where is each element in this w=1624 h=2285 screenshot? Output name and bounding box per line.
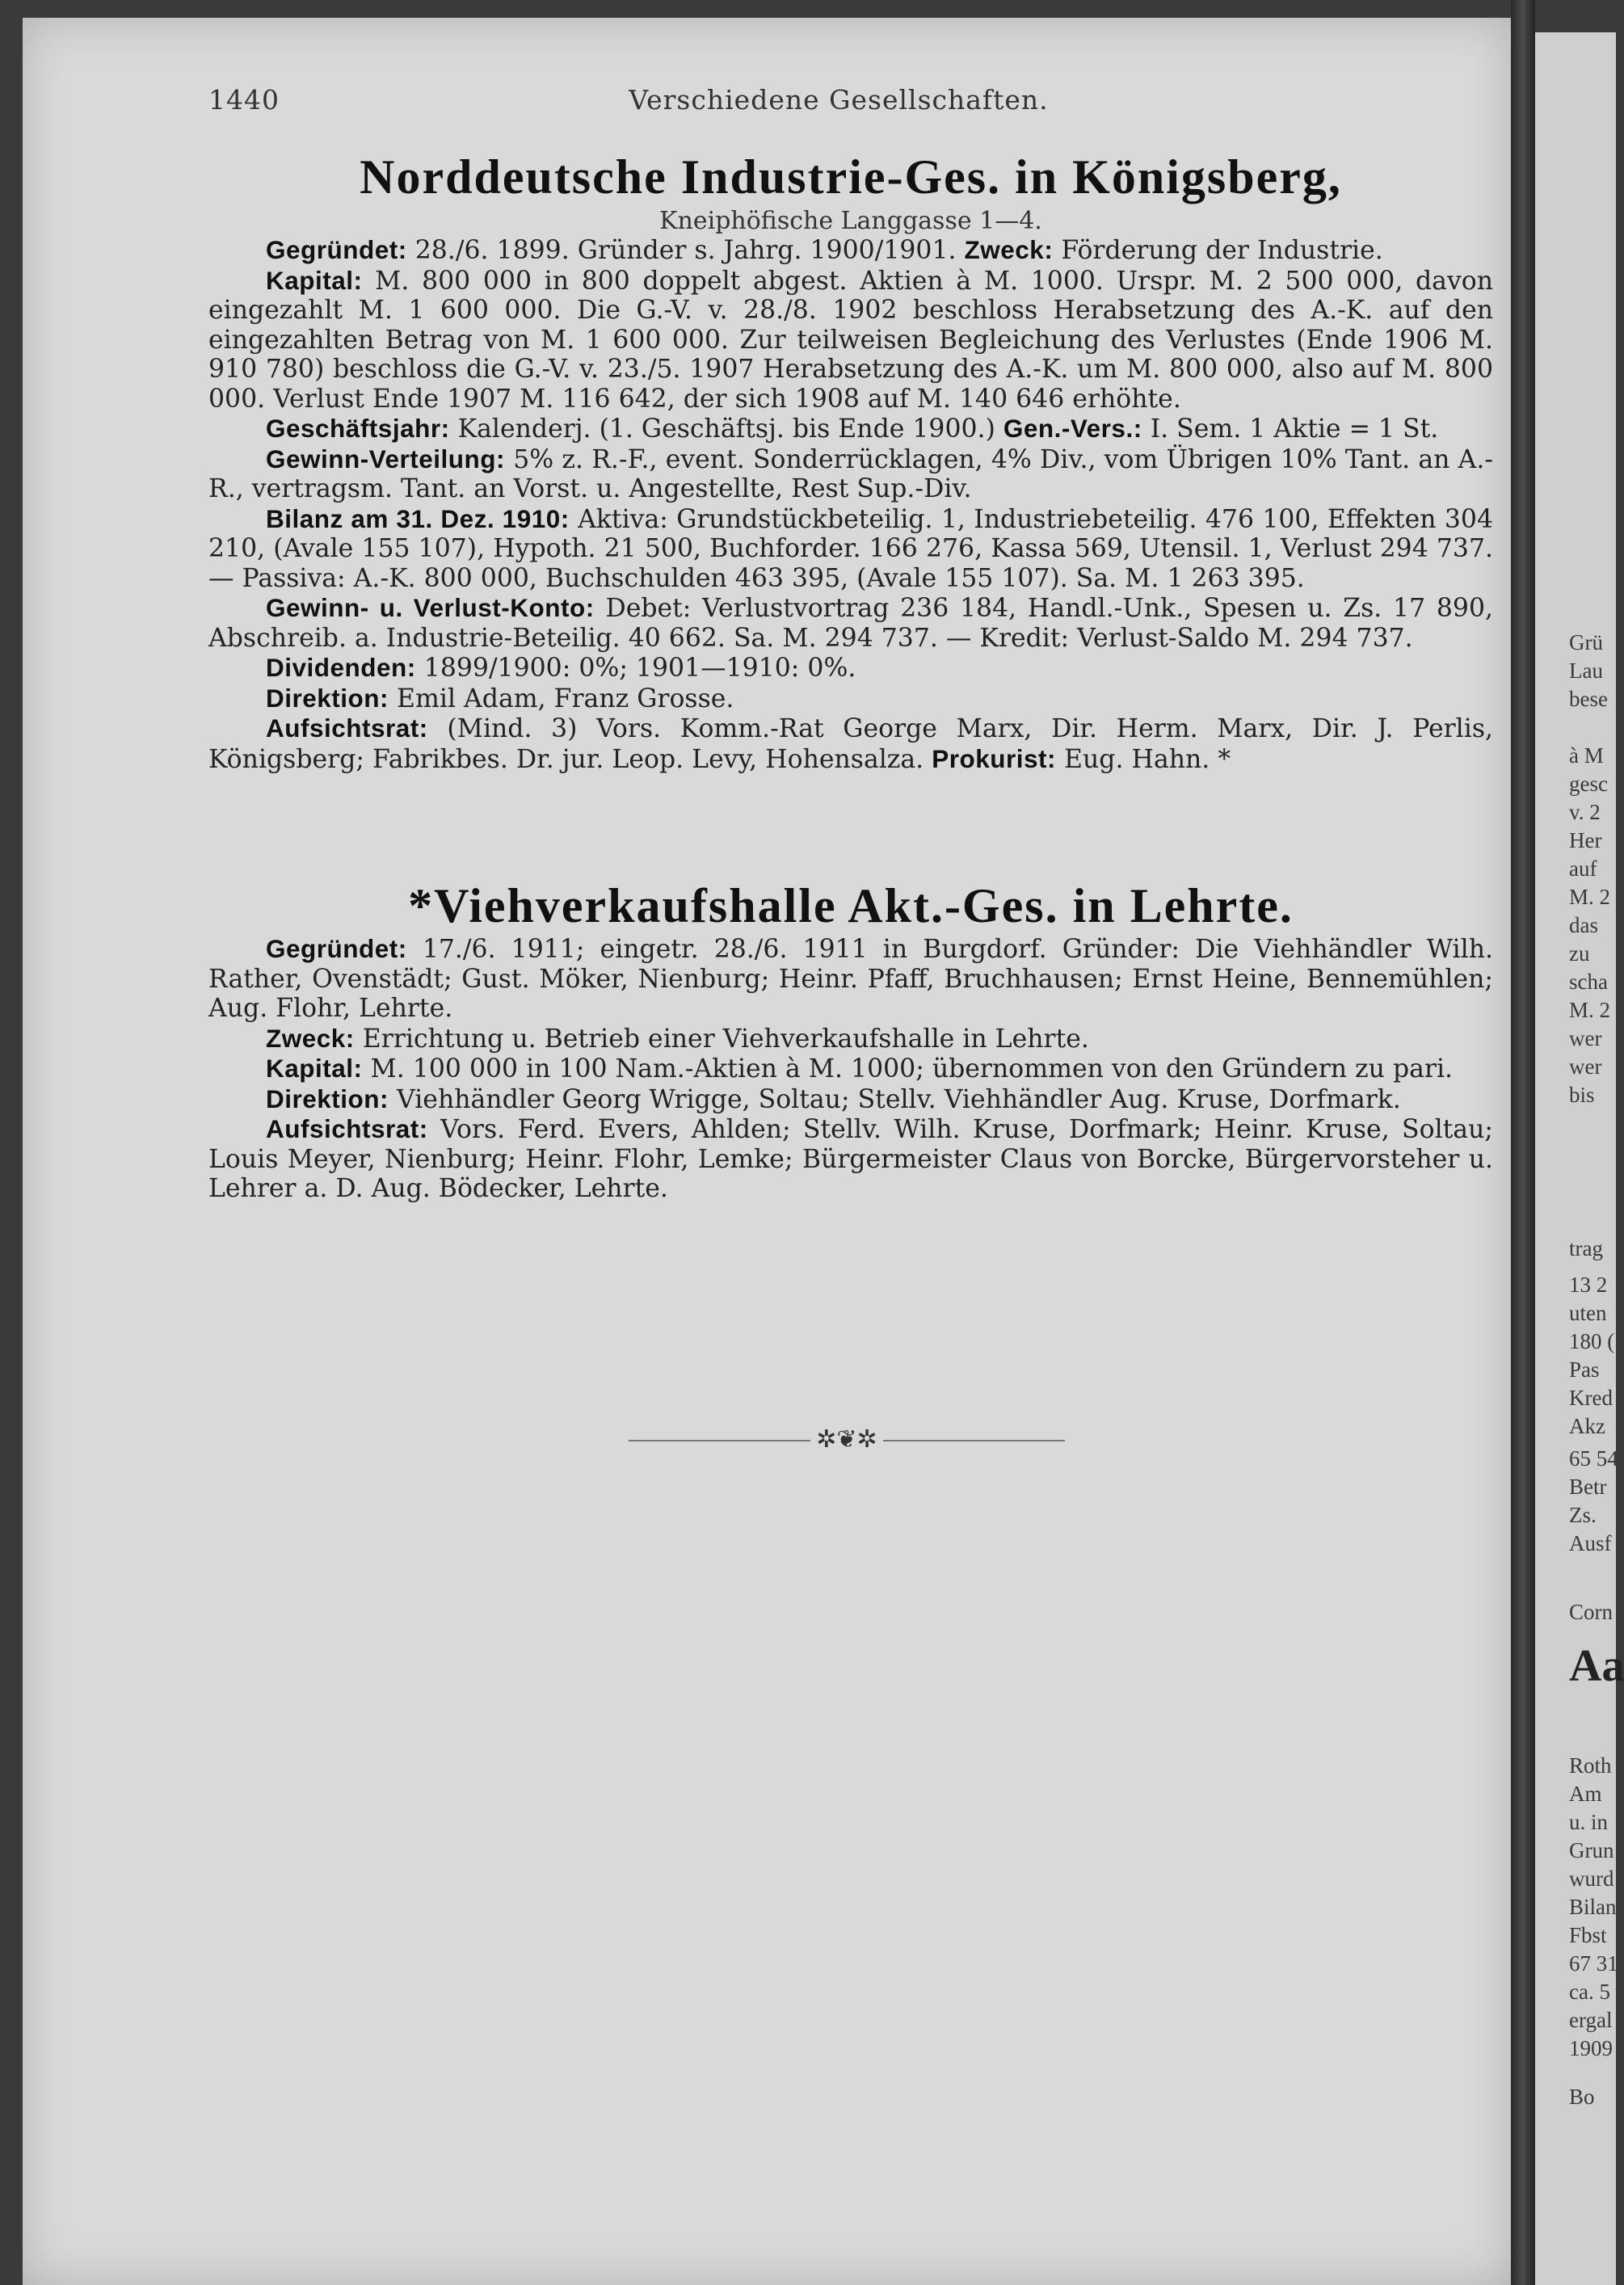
text: Emil Adam, Franz Grosse. bbox=[389, 684, 734, 713]
adjacent-page-edge bbox=[1535, 32, 1624, 2285]
para-kapital bbox=[208, 266, 1493, 414]
article-norddeutsche bbox=[208, 149, 1493, 774]
label-zweck: Zweck: bbox=[964, 235, 1054, 264]
edge-text-fragment: bis bbox=[1569, 1083, 1595, 1107]
article-title: Norddeutsche Industrie-Ges. in Königsberg, bbox=[360, 150, 1342, 204]
para-aufsichtsrat bbox=[208, 1114, 1493, 1204]
edge-text-fragment: Am bbox=[1569, 1782, 1602, 1806]
para-aufsichtsrat bbox=[208, 713, 1493, 774]
divider-line-left bbox=[629, 1440, 810, 1441]
label: Zweck: bbox=[266, 1023, 355, 1053]
label: Kapital: bbox=[266, 265, 363, 295]
text: 1899/1900: 0%; 1901—1910: 0%. bbox=[415, 654, 856, 683]
edge-text-fragment: Kred bbox=[1569, 1386, 1613, 1410]
text: M. 100 000 in 100 Nam.-Aktien à M. 1000; übernommen von den Gründern zu pari. bbox=[362, 1054, 1454, 1084]
page-number: 1440 bbox=[208, 84, 280, 116]
para-gewinn-verlust bbox=[208, 593, 1493, 653]
edge-text-fragment: Zs. bbox=[1569, 1503, 1597, 1527]
edge-text-fragment: 65 54 bbox=[1569, 1446, 1618, 1471]
article-viehverkaufshalle bbox=[208, 878, 1493, 1204]
document-page bbox=[23, 18, 1511, 2285]
edge-text-fragment: u. in bbox=[1569, 1810, 1609, 1834]
label: Kapital: bbox=[266, 1054, 363, 1083]
label: Gegründet: bbox=[266, 934, 407, 963]
para-geschaeftsjahr bbox=[208, 414, 1493, 444]
edge-text-fragment: M. 2 bbox=[1569, 885, 1611, 909]
para-kapital bbox=[208, 1054, 1493, 1084]
para-gegruendet bbox=[208, 235, 1493, 266]
edge-text-fragment: 13 2 bbox=[1569, 1273, 1608, 1297]
label: Gewinn- u. Verlust-Konto: bbox=[266, 593, 595, 622]
text: Aktiva: Grundstückbeteilig. 1, Industriebeteilig. 476 100, Effekten 304 210, (Avale 155 107), Hypoth. 21 500, Buchforder. 166 276, Kassa 569, Utensil. 1, Verlust 294 737. — Passiva: A.-K. 800 000, Buchschulden 463 395, (Avale 155 107). Sa. M. 1 263 395. bbox=[208, 504, 1493, 593]
ornament-icon: ✲❦✲ bbox=[816, 1425, 877, 1454]
text: Viehhändler Georg Wrigge, Soltau; Stellv. Viehhändler Aug. Kruse, Dorfmark. bbox=[389, 1084, 1401, 1114]
page-header bbox=[184, 84, 1493, 124]
label: Gegründet: bbox=[266, 235, 407, 264]
edge-text-fragment: bese bbox=[1569, 687, 1608, 711]
article-address: Kneiphöfische Langgasse 1—4. bbox=[659, 207, 1042, 235]
divider-line-right bbox=[883, 1440, 1065, 1441]
label: Geschäftsjahr: bbox=[266, 414, 450, 443]
edge-text-fragment: gesc bbox=[1569, 772, 1608, 796]
article-title: *Viehverkaufshalle Akt.-Ges. in Lehrte. bbox=[408, 879, 1294, 932]
edge-text-fragment: ca. 5 bbox=[1569, 1980, 1610, 2004]
edge-text-fragment: Lau bbox=[1569, 659, 1603, 683]
text-zweck: Förderung der Industrie. bbox=[1053, 236, 1383, 265]
edge-text-fragment: 1909 bbox=[1569, 2036, 1613, 2060]
text: M. 800 000 in 800 doppelt abgest. Aktien à M. 1000. Urspr. M. 2 500 000, davon eingezahlt M. 1 600 000. Die G.-V. v. 28./8. 1902 beschloss Herabsetzung des A.-K. auf den eingezahlten Betrag von M. 1 600 000. Zur teilweisen Begleichung des Verlustes (Ende 1906 M. 910 780) beschloss die G.-V. v. 23./5. 1907 Herabsetzung des A.-K. um M. 800 000, also auf M. 800 000. Verlust Ende 1907 M. 116 642, der sich 1908 auf M. 140 646 erhöhte. bbox=[208, 266, 1493, 414]
running-title: Verschiedene Gesellschaften. bbox=[629, 84, 1049, 116]
edge-text-fragment: v. 2 bbox=[1569, 800, 1601, 824]
text-prokurist: Eug. Hahn. * bbox=[1056, 744, 1231, 774]
edge-text-fragment: Her bbox=[1569, 828, 1602, 852]
label: Direktion: bbox=[266, 683, 389, 713]
edge-text-fragment: Fbst bbox=[1569, 1923, 1607, 1947]
text: 17./6. 1911; eingetr. 28./6. 1911 in Burgdorf. Gründer: Die Viehhändler Wilh. Rather, Ovenstädt; Gust. Möker, Nienburg; Heinr. Pfaff, Bruchhausen; Ernst Heine, Bennemühlen; Aug. Flohr, Lehrte. bbox=[208, 935, 1493, 1023]
edge-text-fragment: M. 2 bbox=[1569, 998, 1611, 1022]
edge-text-fragment: zu bbox=[1569, 941, 1590, 966]
edge-text-fragment: Bilan bbox=[1569, 1895, 1617, 1919]
text-genvers: I. Sem. 1 Aktie = 1 St. bbox=[1142, 414, 1439, 444]
edge-text-fragment: Betr bbox=[1569, 1475, 1607, 1499]
edge-text-fragment: Aa bbox=[1569, 1641, 1624, 1691]
edge-text-fragment: uten bbox=[1569, 1301, 1607, 1325]
edge-text-fragment: Akz bbox=[1569, 1414, 1605, 1438]
label: Direktion: bbox=[266, 1084, 389, 1113]
label: Aufsichtsrat: bbox=[266, 1114, 428, 1143]
label: Gewinn-Verteilung: bbox=[266, 444, 506, 473]
label: Bilanz am 31. Dez. 1910: bbox=[266, 503, 570, 533]
edge-text-fragment: wer bbox=[1569, 1054, 1602, 1079]
text: Errichtung u. Betrieb einer Viehverkaufshalle in Lehrte. bbox=[354, 1024, 1089, 1054]
edge-text-fragment: 67 31 bbox=[1569, 1951, 1618, 1976]
edge-text-fragment: Grü bbox=[1569, 630, 1603, 654]
edge-text-fragment: Ausf bbox=[1569, 1531, 1612, 1555]
section-divider-ornament bbox=[629, 1424, 1065, 1456]
para-bilanz bbox=[208, 504, 1493, 594]
label: Dividenden: bbox=[266, 653, 416, 682]
edge-text-fragment: trag bbox=[1569, 1236, 1603, 1260]
label: Aufsichtsrat: bbox=[266, 713, 428, 743]
para-direktion bbox=[208, 684, 1493, 714]
edge-text-fragment: das bbox=[1569, 913, 1598, 937]
text: Kalenderj. (1. Geschäftsj. bis Ende 1900.) bbox=[449, 414, 1003, 444]
edge-text-fragment: Grun bbox=[1569, 1838, 1614, 1862]
text: Debet: Verlustvortrag 236 184, Handl.-Unk., Spesen u. Zs. 17 890, Abschreib. a. Industrie-Beteilig. 40 662. Sa. M. 294 737. — Kredit: Verlust-Saldo M. 294 737. bbox=[208, 594, 1493, 653]
book-gutter bbox=[1511, 0, 1535, 2285]
label-prokurist: Prokurist: bbox=[932, 743, 1056, 773]
text: Vors. Ferd. Evers, Ahlden; Stellv. Wilh. Kruse, Dorfmark; Heinr. Kruse, Soltau; Louis Meyer, Nienburg; Heinr. Flohr, Lemke; Bürgermeister Claus von Borcke, Bürgervorsteher u. Lehrer a. D. Aug. Bödecker, Lehrte. bbox=[208, 1115, 1493, 1203]
edge-text-fragment: 180 ( bbox=[1569, 1329, 1615, 1353]
edge-text-fragment: Bo bbox=[1569, 2085, 1595, 2109]
para-gewinn-verteilung bbox=[208, 444, 1493, 504]
edge-text-fragment: Pas bbox=[1569, 1357, 1600, 1382]
edge-text-fragment: wurd bbox=[1569, 1866, 1614, 1891]
edge-text-fragment: Roth bbox=[1569, 1753, 1612, 1778]
label-genvers: Gen.-Vers.: bbox=[1003, 414, 1142, 443]
edge-text-fragment: à M bbox=[1569, 743, 1604, 768]
edge-text-fragment: Corn bbox=[1569, 1600, 1613, 1624]
edge-text-fragment: auf bbox=[1569, 856, 1597, 881]
edge-text-fragment: wer bbox=[1569, 1026, 1602, 1050]
para-zweck bbox=[208, 1024, 1493, 1054]
edge-text-fragment: ergal bbox=[1569, 2008, 1613, 2032]
para-direktion bbox=[208, 1084, 1493, 1115]
text: 5% z. R.-F., event. Sonderrücklagen, 4% Div., vom Übrigen 10% Tant. an A.-R., vertragsm. Tant. an Vorst. u. Angestellte, Rest Sup.-Div. bbox=[208, 444, 1493, 503]
text: (Mind. 3) Vors. Komm.-Rat George Marx, Dir. Herm. Marx, Dir. J. Perlis, Königsberg; Fabrikbes. Dr. jur. Leop. Levy, Hohensalza. bbox=[208, 714, 1493, 774]
para-dividenden bbox=[208, 653, 1493, 684]
text: 28./6. 1899. Gründer s. Jahrg. 1900/1901. bbox=[406, 236, 965, 265]
edge-text-fragment: scha bbox=[1569, 970, 1608, 994]
para-gegruendet bbox=[208, 934, 1493, 1024]
